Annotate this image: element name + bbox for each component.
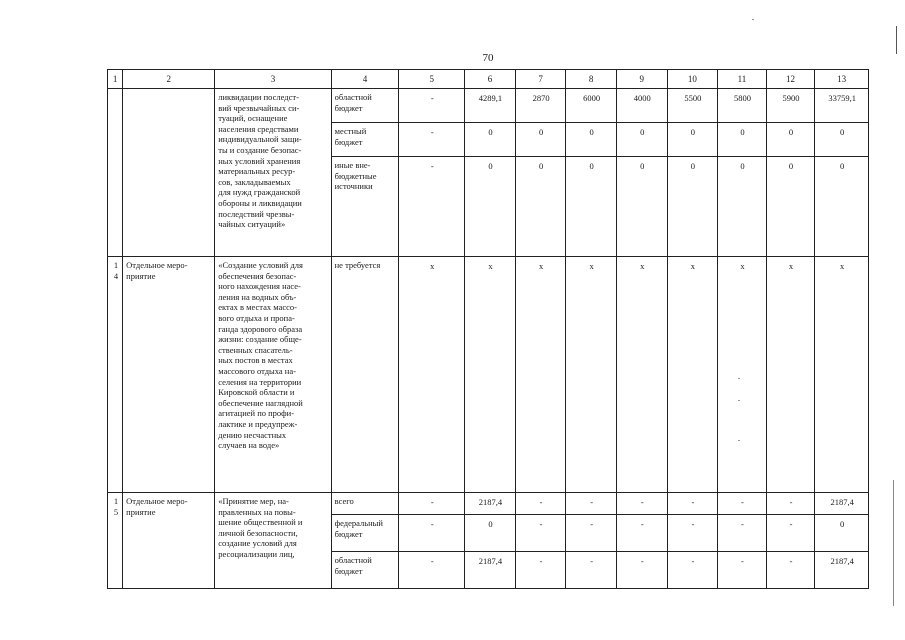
table-row	[108, 493, 869, 515]
column-header: 7	[515, 70, 566, 89]
column-header: 5	[399, 70, 465, 89]
value-cell: 4289,1	[465, 89, 516, 123]
column-header: 2	[123, 70, 215, 89]
funding-source-cell: всего	[331, 493, 399, 515]
value-cell: 5900	[766, 89, 815, 123]
value-cell: 5800	[718, 89, 767, 123]
value-cell: -	[566, 552, 617, 589]
program-financing-table	[107, 69, 869, 589]
value-cell: 33759,1	[815, 89, 869, 123]
column-header: 1	[108, 70, 123, 89]
column-header: 13	[815, 70, 869, 89]
value-cell: 0	[566, 157, 617, 257]
value-cell: -	[616, 552, 667, 589]
funding-source-cell: федеральный бюджет	[331, 515, 399, 552]
value-cell: 0	[515, 123, 566, 157]
value-cell: -	[515, 552, 566, 589]
value-cell: 2187,4	[465, 552, 516, 589]
funding-source-cell: областной бюджет	[331, 89, 399, 123]
value-cell: -	[616, 515, 667, 552]
value-cell: x	[667, 257, 718, 493]
measure-type-cell: Отдельное меро- приятие	[123, 493, 215, 589]
row-number-cell: 14	[108, 257, 123, 493]
value-cell: -	[718, 515, 767, 552]
value-cell: -	[515, 515, 566, 552]
value-cell: x	[815, 257, 869, 493]
value-cell: 0	[515, 157, 566, 257]
value-cell: 0	[667, 157, 718, 257]
value-cell: -	[566, 493, 617, 515]
value-cell: 2187,4	[465, 493, 516, 515]
table-row	[108, 89, 869, 123]
value-cell: 0	[815, 123, 869, 157]
value-cell: 0	[616, 123, 667, 157]
value-cell: -	[766, 552, 815, 589]
value-cell: 2870	[515, 89, 566, 123]
value-cell: x	[399, 257, 465, 493]
value-cell: 0	[566, 123, 617, 157]
value-cell: -	[718, 552, 767, 589]
value-cell: -	[566, 515, 617, 552]
value-cell: x	[616, 257, 667, 493]
measure-description-cell: ликвидации последст- вий чрезвычайных си- туаций, оснащение населения средствами индивидуальной защи- ты и создание безопас- ных условий хранения материальных ресур- сов, закладываемых для нужд гражданской обороны и ликвидации последствий чрезвы- чайных ситуаций»	[215, 89, 331, 257]
measure-description-cell: «Принятие мер, на- правленных на повы- шение общественной и личной безопасности, создание условий для ресоциализации лиц,	[215, 493, 331, 589]
row-number-cell: 15	[108, 493, 123, 589]
funding-source-cell: местный бюджет	[331, 123, 399, 157]
measure-type-cell: Отдельное меро- приятие	[123, 257, 215, 493]
value-cell: 0	[815, 157, 869, 257]
column-header: 6	[465, 70, 516, 89]
value-cell: 0	[766, 123, 815, 157]
scan-edge-mark-lower	[893, 480, 894, 606]
column-header: 9	[616, 70, 667, 89]
value-cell: -	[399, 157, 465, 257]
column-header: 4	[331, 70, 399, 89]
value-cell: -	[667, 515, 718, 552]
value-cell: -	[667, 552, 718, 589]
column-header: 3	[215, 70, 331, 89]
measure-description-cell: «Создание условий для обеспечения безопас- ного нахождения насе- ления на водных объ- ектах в местах массо- вого отдыха и пропа- ганда здорового образа жизни: создание обще- ственных спасатель- ных постов в местах массового отдыха на- селения на территории Кировской области и обеспечение наглядной агитацией по профи- лактике и предупреж- дению несчастных случаев на воде»	[215, 257, 331, 493]
funding-source-cell: областной бюджет	[331, 552, 399, 589]
value-cell: -	[667, 493, 718, 515]
value-cell: -	[399, 493, 465, 515]
page-number: 70	[482, 52, 494, 64]
value-cell: -	[616, 493, 667, 515]
value-cell: -	[399, 515, 465, 552]
funding-source-cell: не требуется	[331, 257, 399, 493]
row-number-cell	[108, 89, 123, 257]
scan-speck	[752, 19, 754, 20]
table-row	[108, 257, 869, 493]
value-cell: -	[515, 493, 566, 515]
scan-edge-mark	[896, 26, 897, 54]
value-cell: x	[465, 257, 516, 493]
value-cell: 0	[465, 123, 516, 157]
funding-source-cell: иные вне- бюджетные источники	[331, 157, 399, 257]
value-cell: -	[399, 552, 465, 589]
value-cell: 5500	[667, 89, 718, 123]
column-header: 12	[766, 70, 815, 89]
value-cell: x	[566, 257, 617, 493]
value-cell: 2187,4	[815, 552, 869, 589]
value-cell: x	[515, 257, 566, 493]
value-cell: -	[399, 123, 465, 157]
value-cell: x	[718, 257, 767, 493]
column-header: 11	[718, 70, 767, 89]
value-cell: -	[766, 515, 815, 552]
value-cell: 0	[667, 123, 718, 157]
column-header: 10	[667, 70, 718, 89]
value-cell: 0	[718, 157, 767, 257]
column-header: 8	[566, 70, 617, 89]
value-cell: 0	[616, 157, 667, 257]
value-cell: 0	[815, 515, 869, 552]
value-cell: -	[399, 89, 465, 123]
value-cell: 2187,4	[815, 493, 869, 515]
value-cell: 0	[465, 515, 516, 552]
value-cell: 6000	[566, 89, 617, 123]
value-cell: 0	[718, 123, 767, 157]
value-cell: -	[766, 493, 815, 515]
column-number-header-row	[108, 70, 869, 89]
measure-type-cell	[123, 89, 215, 257]
value-cell: 0	[465, 157, 516, 257]
value-cell: 4000	[616, 89, 667, 123]
value-cell: x	[766, 257, 815, 493]
value-cell: 0	[766, 157, 815, 257]
value-cell: -	[718, 493, 767, 515]
